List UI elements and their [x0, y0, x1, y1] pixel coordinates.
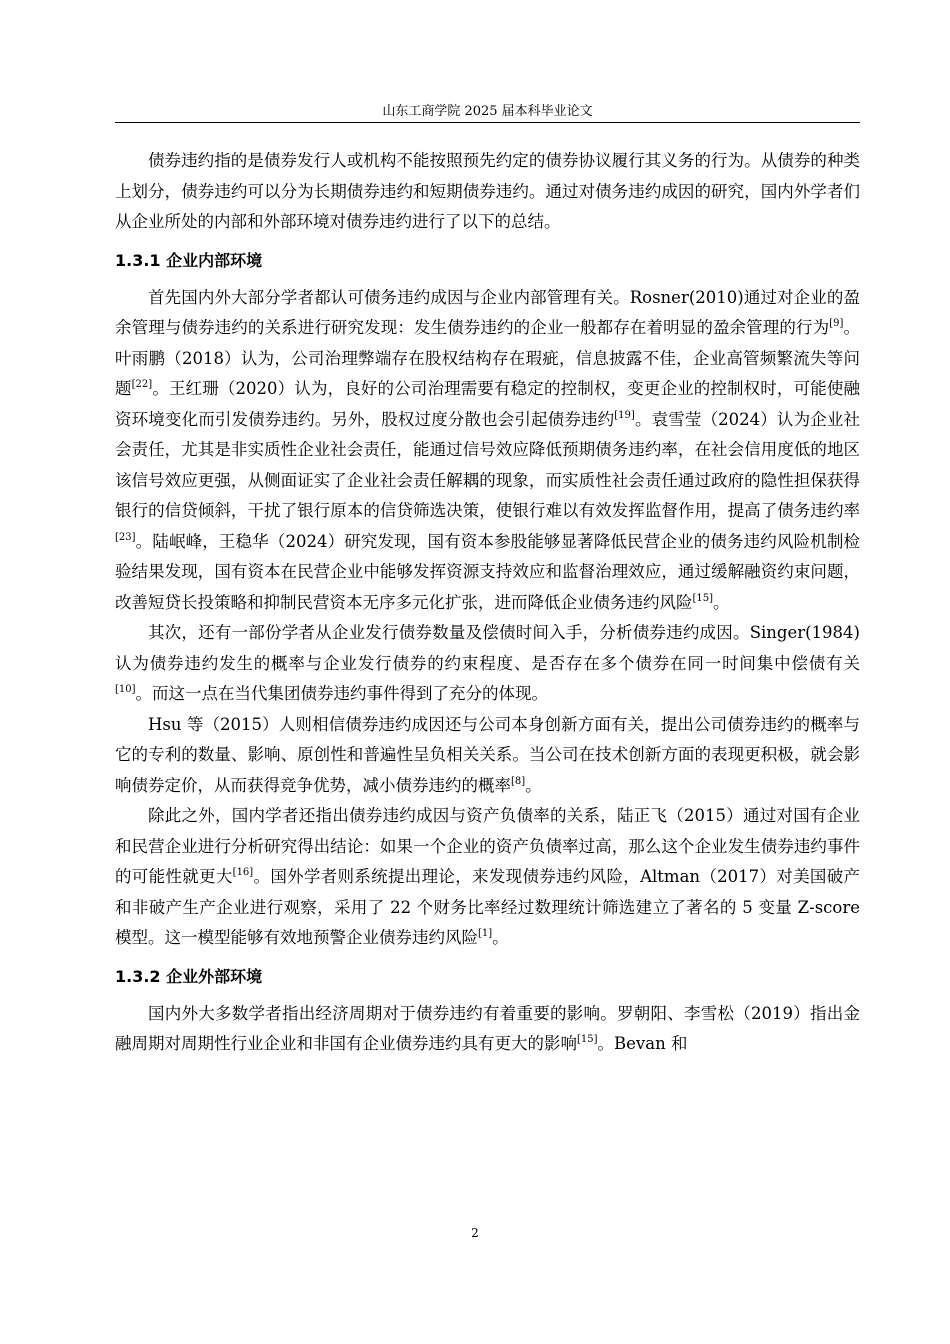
citation-ref: [15]	[692, 592, 714, 604]
intro-paragraph: 债券违约指的是债券发行人或机构不能按照预先约定的债券协议履行其义务的行为。从债券的种类上划分，债券违约可以分为长期债券违约和短期债券违约。通过对债务违约成因的研究，国内外学者们从企业所处的内部和外部环境对债券违约进行了以下的总结。	[115, 151, 860, 231]
section-heading-internal: 1.3.1 企业内部环境	[115, 250, 263, 270]
text-run: 。Bevan 和	[597, 1034, 688, 1053]
text-run: 其次，还有一部份学者从企业发行债券数量及偿债时间入手，分析债券违约成因。Singer(1984)认为债券违约发生的概率与企业发行债券的约束程度、是否存在多个债券在同一时间集中偿债有关	[115, 623, 860, 673]
paragraph-internal-1	[115, 283, 860, 619]
text-run: 。陆岷峰，王稳华（2024）研究发现，国有资本参股能够显著降低民营企业的债务违约风险机制检验结果发现，国有资本在民营企业中能够发挥资源支持效应和监督治理效应，通过缓解融资约束问题，改善短贷长投策略和抑制民营资本无序多元化扩张，进而降低企业债务违约风险	[115, 531, 860, 612]
running-header: 山东工商学院 2025 届本科毕业论文	[382, 104, 593, 119]
page-number: 2	[471, 1226, 479, 1240]
text-run: 首先国内外大部分学者都认可债务违约成因与企业内部管理有关。Rosner(2010)通过对企业的盈余管理与债券违约的关系进行研究发现：发生债券违约的企业一般都存在着明显的盈余管理的行为	[115, 287, 860, 337]
header-rule	[115, 122, 860, 123]
text-run: 。王红珊（2020）认为，良好的公司治理需要有稳定的控制权，变更企业的控制权时，可能使融资环境变化而引发债券违约。另外，股权过度分散也会引起债券违约	[115, 379, 861, 429]
citation-ref: [22]	[131, 379, 153, 390]
body-text	[115, 146, 860, 1060]
text-run: 。国外学者则系统提出理论，来发现债券违约风险，Altman（2017）对美国破产和非破产生产企业进行观察，采用了 22 个财务比率经过数理统计筛选建立了著名的 5 变量 Z-score 模型。这一模型能够有效地预警企业债券违约风险	[115, 867, 860, 947]
text-run: 。叶雨鹏（2018）认为，公司治理弊端存在股权结构存在瑕疵，信息披露不佳，企业高管频繁流失等问题	[115, 318, 861, 398]
text-run: 。	[713, 592, 730, 612]
citation-ref: [15]	[577, 1034, 598, 1045]
text-run: 国内外大多数学者指出经济周期对于债券违约有着重要的影响。罗朝阳、李雪松（2019）指出金融周期对周期性行业企业和非国有企业债券违约具有更大的影响	[115, 1003, 860, 1053]
paragraph-internal-2	[115, 618, 860, 710]
citation-ref: [19]	[614, 409, 635, 421]
citation-ref: [9]	[829, 318, 844, 329]
text-run: Hsu 等（2015）人则相信债券违约成因还与公司本身创新方面有关，提出公司债券违约的概率与它的专利的数量、影响、原创性和普遍性呈负相关关系。当公司在技术创新方面的表现更积极，就会影响债券定价，从而获得竞争优势，减小债券违约的概率	[115, 714, 860, 795]
citation-ref: [23]	[115, 531, 136, 543]
citation-ref: [10]	[115, 684, 136, 695]
paragraph-internal-4	[115, 801, 860, 954]
text-run: 。	[525, 775, 542, 795]
citation-ref: [8]	[511, 775, 526, 787]
text-run: 除此之外，国内学者还指出债券违约成因与资产负债率的关系，陆正飞（2015）通过对国有企业和民营企业进行分析研究得出结论：如果一个企业的资产负债率过高，那么这个企业发生债券违约事件的可能性就更大	[115, 806, 860, 886]
paragraph-external-1	[115, 999, 860, 1060]
section-heading-external: 1.3.2 企业外部环境	[115, 966, 263, 986]
citation-ref: [1]	[478, 928, 493, 939]
paragraph-internal-3	[115, 710, 860, 802]
text-run: 。而这一点在当代集团债券违约事件得到了充分的体现。	[135, 684, 549, 703]
text-run: 。袁雪莹（2024）认为企业社会责任，尤其是非实质性企业社会责任，能通过信号效应降低预期债务违约率，在社会信用度低的地区该信号效应更强，从侧面证实了企业社会责任解耦的现象，而实质性社会责任通过政府的隐性担保获得银行的信贷倾斜，干扰了银行原本的信贷筛选决策，使银行难以有效发挥监督作用，提高了债务违约率	[115, 409, 860, 520]
text-run: 。	[492, 928, 509, 947]
citation-ref: [16]	[232, 867, 254, 878]
